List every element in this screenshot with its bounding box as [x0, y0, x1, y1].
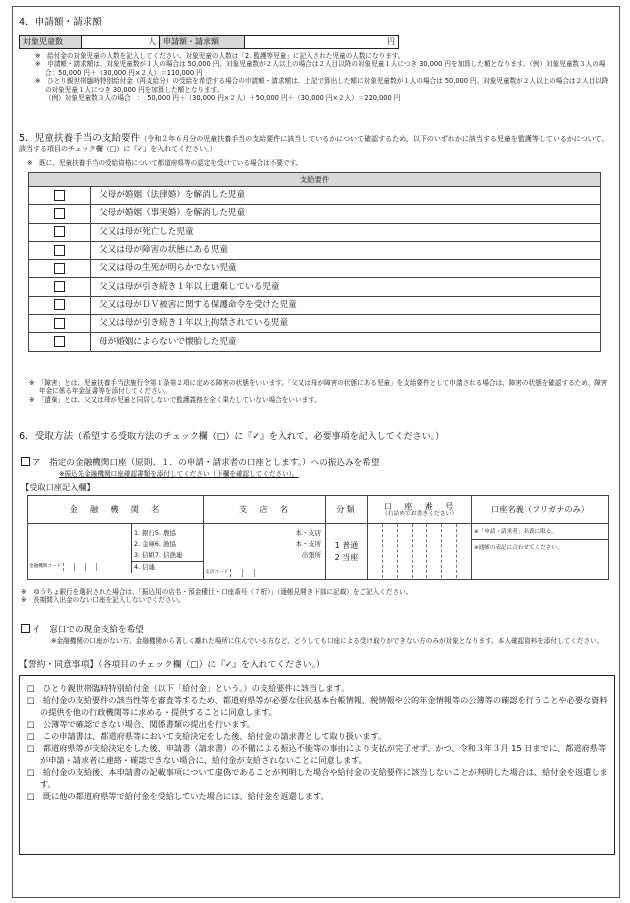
branch-type-option[interactable]: 出張所 [301, 551, 321, 559]
requirement-label: 父又は母が引き続き１年以上拘禁されている児童 [91, 315, 601, 333]
pledge-title: 【誓約・同意事項】 [19, 660, 99, 670]
option-b-note: ※金融機関の口座がない方、金融機関から著しく離れた場所に住んでいる方など、どうしても口座による受け取りができない方のみが対象となります。本人確認資料を添付してください。 [51, 637, 604, 645]
branch-code-boxes[interactable] [230, 569, 266, 577]
requirements-table-header: 支給要件 [29, 173, 601, 187]
branch-code-label: 支店コード [205, 570, 228, 576]
branch-type-list [295, 528, 321, 561]
option-a-label: ア 指定の金融機関口座（原則、１．の申請・請求者の口座とします。）への振込みを希望 [32, 458, 380, 468]
option-a-checkbox[interactable] [21, 457, 30, 466]
pledge-item[interactable]: □ 公簿等で確認できない場合、関係書類の提出を行います。 [27, 718, 256, 729]
bank-code-boxes[interactable] [63, 563, 107, 571]
section6-heading [19, 431, 615, 444]
bank-code-label: 金融機関コード [29, 564, 62, 570]
option-b-label: イ 窓口での現金支給を希望 [32, 625, 144, 635]
section4-note: ※ ひとり親世帯臨時特別給付金（再支給分）の受給を希望する場合の申請額・請求額は、上記で算出した額に対象児童数が１人の場合は 50,000 円、対象児童数が２人以上の場合は２人目以降の対象児童１人につき 30,000 円を加算した額となります。 [35, 77, 609, 94]
section4-note: ※ 申請額・請求額は、対象児童数が１人の場合は 50,000 円、対象児童数が２人以上の場合は２人目以降の対象児童１人につき 30,000 円を加算した額となります。（例）対象児童数３人の場合：50,000 円＋（30,000 円×２人）＝110,000 円 [35, 60, 606, 77]
col-account-type: 分類 [326, 496, 368, 524]
requirement-label: 母が婚姻によらないで懐胎した児童 [91, 333, 601, 351]
amount-field[interactable] [245, 36, 398, 48]
requirement-checkbox[interactable] [54, 336, 65, 347]
requirement-label: 父又は母が死亡した児童 [91, 223, 601, 241]
section6-title-note: （希望する受取方法のチェック欄（□）に『✓』を入れて、必要事項を記入してください。） [73, 432, 445, 442]
section4-notes [27, 52, 613, 103]
requirement-checkbox[interactable] [54, 263, 65, 274]
account-number-field[interactable] [368, 524, 472, 580]
bank-type-option[interactable]: 7. 信漁連 [154, 551, 183, 559]
section5-note: ※ 「障害」とは、児童扶養手当法施行令第１条第２項に定める障害の状態をいいます。「父又は母が障害の状態にある児童」を支給要件として申請される場合は、障害の状態を確認するため、障害年金に係る年金証書等を添付してください。 [29, 379, 608, 396]
account-type-option[interactable]: 1 普通 [334, 540, 359, 550]
section4-amount-row [19, 35, 399, 49]
branch-type-option[interactable]: 本・支所 [295, 540, 321, 548]
col-account-holder: 口座名義（フリガナのみ） [472, 496, 609, 524]
section5-pre-note: ※ 既に、児童扶養手当の受給資格について都道府県等の認定を受けている場合は不要です。 [27, 159, 303, 167]
table-row [29, 333, 601, 351]
holder-note: ※「申請・請求者」名義に限る。 [472, 529, 608, 540]
children-count-unit: 人 [148, 36, 156, 46]
requirements-table [28, 172, 601, 352]
pledge-item[interactable]: □ ひとり親世帯臨時特別給付金（以下「給付金」という。）の支給要件に該当します。 [27, 683, 350, 693]
option-b-checkbox[interactable] [21, 624, 30, 633]
table-row [29, 223, 601, 241]
pledge-item[interactable]: □ 給付金の支給要件の該当性等を審査等するため、都道府県等が必要な住民基本台帳情報、税情報や公的年金情報等の公簿等の確認を行うことや必要な資料の提供を他の行政機関等に求める・提供することに同意します。 [27, 695, 608, 717]
bank-type-option[interactable]: 1. 銀行 [134, 529, 155, 537]
section5-heading [19, 133, 615, 154]
pledge-note: （各項目のチェック欄（□）に『✓』を入れてください。） [98, 660, 325, 670]
table-row [29, 315, 601, 333]
bank-type-list [132, 524, 203, 573]
option-a-note: ※振込先金融機関口座確認書類を添付してください（下欄を確認してください）。 [59, 470, 299, 478]
col-bank-name: 金 融 機 関 名 [28, 496, 204, 524]
requirement-checkbox[interactable] [54, 318, 65, 329]
children-count-field[interactable] [82, 36, 160, 48]
branch-type-option[interactable]: 本・支店 [295, 529, 321, 537]
branch-name-field[interactable] [204, 524, 326, 580]
amount-unit: 円 [387, 36, 395, 46]
section5-title: 5．児童扶養手当の支給要件 [19, 133, 141, 144]
bank-type-option[interactable]: 3. 信組 [134, 551, 155, 559]
table-row [29, 296, 601, 314]
bank-type-option[interactable]: 5. 農協 [154, 529, 176, 537]
section6-title: 6．受取方法 [19, 431, 74, 442]
amount-label: 申請額・請求額 [160, 36, 245, 48]
bank-type-option[interactable]: 2. 金庫 [134, 540, 155, 548]
requirement-checkbox[interactable] [54, 226, 65, 237]
requirement-label: 父又は母が引き続き１年以上遺棄している児童 [91, 278, 601, 296]
requirement-checkbox[interactable] [54, 208, 65, 219]
pledge-item[interactable]: □ 都道府県等が支給決定をした後、申請書（請求書）の不備による振込不能等の事由により支払が完了せず、かつ、令和３年３月 15 日までに、都道府県等が申請・請求者に連絡・確認できない場合に、給付金が支給されないことに同意します。 [27, 743, 607, 765]
bank-note: ※ ゆうちょ銀行を選択された場合は、「振込用の店名・預金種目・口座番号（７桁）」（通帳見開き下部に記載）をご記入ください。 [21, 588, 413, 596]
bank-type-option[interactable]: 6. 漁協 [154, 540, 176, 548]
section5-notes [21, 379, 613, 404]
requirement-label: 父又は母がＤＶ被害に関する保護命令を受けた児童 [91, 296, 601, 314]
requirement-label: 父母が婚姻（法律婚）を解消した児童 [91, 187, 601, 205]
section5-note: ※ 「遺棄」とは、父又は母が児童と同居しないで監護義務を全く果たしていない場合をいいます。 [29, 395, 321, 404]
account-type-option[interactable]: 2 当座 [334, 552, 359, 562]
account-holder-field[interactable] [472, 524, 609, 580]
pledge-item[interactable]: □ この申請書は、都道府県等において支給決定をした後、給付金の請求書として取り扱います。 [27, 731, 387, 742]
col-account-number-note: （右詰めでお書きください） [381, 511, 458, 518]
section4-note: （例）対象児童数３人の場合 ： 50,000 円＋（30,000 円×２人）＋50,000 円＋（30,000 円×２人）＝220,000 円 [45, 94, 401, 103]
bank-note: ※ 長期間入出金のない口座を記入しないでください。 [21, 596, 185, 605]
section4-note: ※ 給付金の対象児童の人数を記入してください。対象児童の人数は「2. 監護等児童」に記入された児童の人数になります。 [35, 52, 405, 60]
requirement-label: 父母が婚姻（事実婚）を解消した児童 [91, 205, 601, 223]
account-section-label: 【受取口座記入欄】 [21, 482, 95, 492]
requirement-checkbox[interactable] [54, 299, 65, 310]
holder-note: ※通帳の表記に合わせてください。 [474, 545, 563, 552]
section5-title-note: （令和２年６月分の児童扶養手当の支給要件に該当しているかについて確認するため、以下のいずれかに該当する児童を監護等しているかについて、該当する項目のチェック欄（□）に『✓』を入れてください。） [19, 135, 609, 154]
bank-notes [21, 588, 613, 605]
pledge-item[interactable]: □ 給付金の支給後、本申請書の記載事項について虚偽であることが判明した場合や給付金の支給要件に該当しないことが判明した場合は、給付金を返還します。 [27, 766, 608, 789]
requirement-checkbox[interactable] [54, 245, 65, 256]
bank-account-table [27, 495, 609, 580]
col-account-number: 口 座 番 号 [383, 500, 456, 511]
pledge-box [19, 675, 615, 855]
bank-name-field[interactable] [28, 524, 204, 580]
requirement-label: 父又は母が障害の状態にある児童 [91, 241, 601, 259]
requirement-checkbox[interactable] [54, 190, 65, 201]
table-row [29, 260, 601, 278]
account-type-field[interactable] [326, 524, 368, 580]
table-row [29, 241, 601, 259]
section4-title: 4．申請額・請求額 [19, 17, 102, 28]
application-form-page [12, 6, 620, 898]
table-row [29, 205, 601, 223]
bank-type-option[interactable]: 4. 信連 [134, 563, 155, 571]
table-row [29, 187, 601, 205]
requirement-label: 父又は母の生死が明らかでない児童 [91, 260, 601, 278]
pledge-heading [19, 660, 615, 671]
table-row [29, 278, 601, 296]
pledge-item[interactable]: □ 既に他の都道府県等で給付金を受給していた場合には、給付金を返還します。 [27, 790, 329, 801]
requirement-checkbox[interactable] [54, 281, 65, 292]
children-count-label: 対象児童数 [20, 36, 82, 48]
option-b[interactable] [21, 624, 144, 636]
option-a[interactable] [21, 457, 379, 469]
col-branch-name: 支 店 名 [204, 496, 326, 524]
